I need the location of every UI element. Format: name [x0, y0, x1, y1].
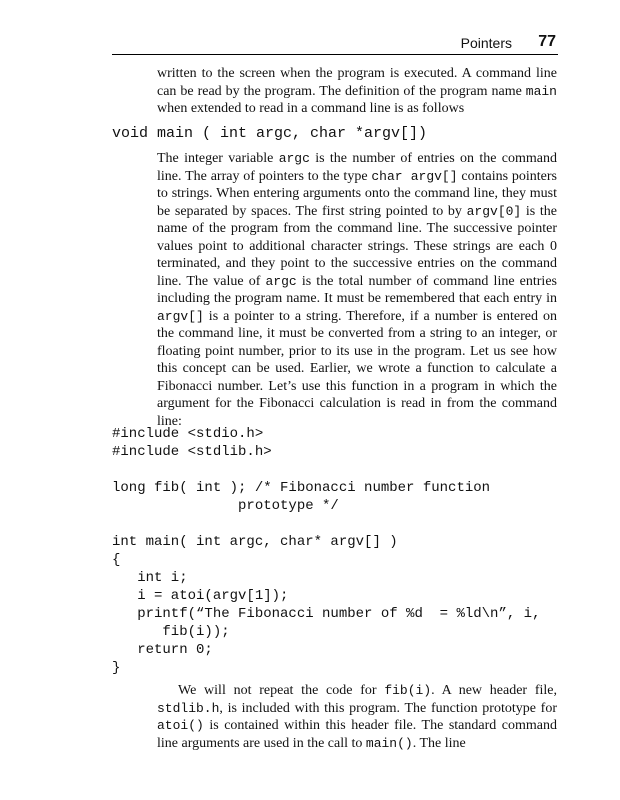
text-run: . A new header file,: [431, 683, 557, 698]
code-line: i = atoi(argv[1]);: [112, 588, 289, 604]
inline-code: argv[]: [157, 308, 204, 324]
text-run: , is included with this program. The function prototype for: [219, 700, 557, 716]
code-line: return 0;: [112, 642, 213, 658]
code-line: #include <stdlib.h>: [112, 444, 272, 460]
code-line: [112, 461, 572, 479]
code-line: prototype */: [112, 498, 339, 514]
code-line: {: [112, 552, 121, 568]
inline-code: stdlib.h: [157, 700, 220, 716]
code-line: fib(i));: [112, 624, 230, 640]
text-run: is contained within this header file. The standard command line arguments are used in the call to: [157, 718, 557, 751]
text-run: contains pointers to strings. When entering arguments onto the command line, they must be separated by spaces. The first string pointed to by: [157, 168, 557, 219]
main-signature-code: void main ( int argc, char *argv[]): [112, 125, 428, 142]
code-line: [112, 515, 572, 533]
code-line: int main( int argc, char* argv[] ): [112, 534, 398, 550]
inline-code: main(): [365, 735, 413, 751]
code-line: }: [112, 660, 121, 676]
text-run: We will not repeat the code for: [178, 683, 385, 698]
text-run: is the number of entries on the command line. The array of pointers to the type: [157, 151, 558, 184]
page-number: 77: [538, 33, 556, 50]
running-title: Pointers: [460, 35, 512, 51]
inline-code: main: [525, 83, 557, 99]
text-run: is a pointer to a string. Therefore, if a number is entered on the command line, it must be converted from a string to an integer, or floating point number, prior to its use in the program. Let us see how this concept can be used. Earlier, we wrote a function to calculate a Fibonacci number. Let’s use this function in a program in which the argument for the Fibonacci calculation is read in from the command line:: [157, 308, 557, 429]
text-run: when extended to read in a command line is as follows: [157, 101, 465, 116]
inline-code: argc: [265, 273, 297, 289]
inline-code: argv[0]: [466, 203, 522, 219]
code-line: long fib( int ); /* Fibonacci number function: [112, 480, 491, 496]
paragraph-intro: [157, 65, 557, 118]
inline-code: argc: [278, 151, 310, 166]
text-run: The integer variable: [157, 151, 279, 166]
text-run: written to the screen when the program is executed. A command line can be read by the program. The definition of the program name: [157, 66, 557, 99]
code-listing: [112, 425, 572, 677]
text-run: is the name of the program from the command line. The successive pointer values point to additional character strings. These strings are each 0 terminated, and they point to the successive entries on the command line. The value of: [157, 203, 557, 289]
inline-code: atoi(): [157, 718, 204, 733]
inline-code: fib(i): [384, 683, 432, 698]
page-header: [112, 30, 558, 55]
paragraph-argc-argv: [157, 150, 557, 430]
code-line: #include <stdio.h>: [112, 426, 264, 442]
paragraph-fib-explanation: [157, 682, 557, 752]
text-run: is the total number of command line entries including the program name. It must be remembered that each entry in: [157, 273, 557, 306]
code-line: printf(“The Fibonacci number of %d = %ld\n”, i,: [112, 606, 541, 622]
inline-code: char argv[]: [371, 168, 458, 184]
text-run: . The line: [412, 735, 466, 751]
code-line: int i;: [112, 570, 188, 586]
